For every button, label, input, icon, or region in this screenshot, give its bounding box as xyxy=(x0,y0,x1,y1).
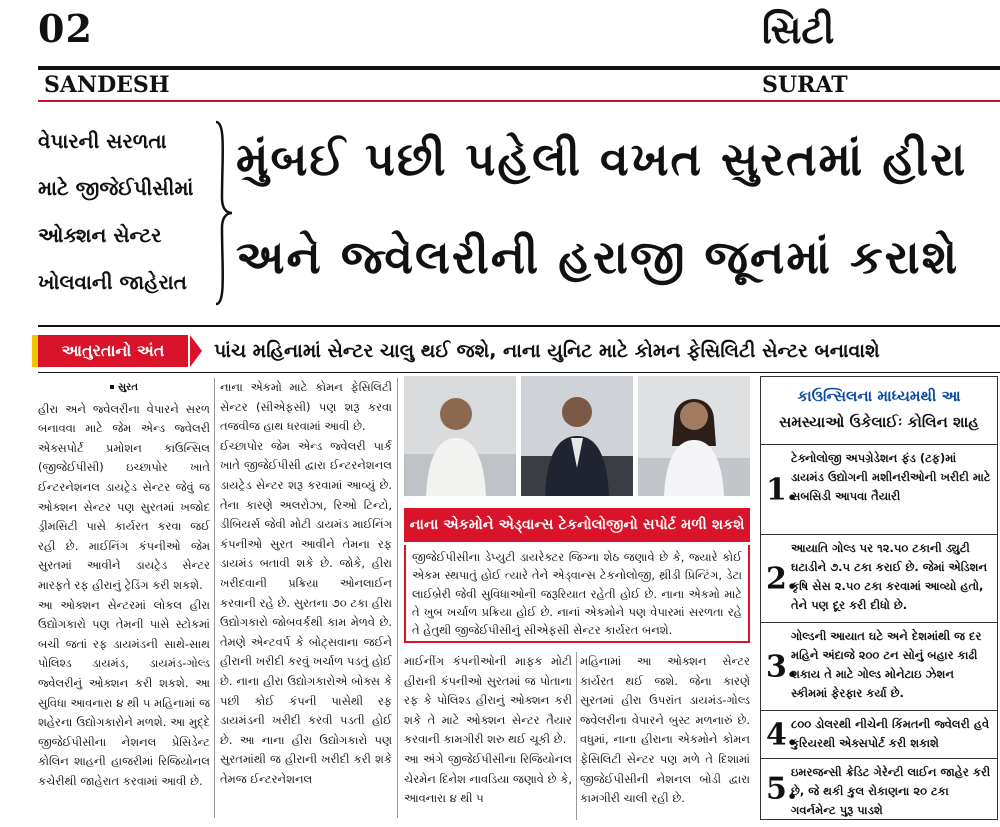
panel-point xyxy=(761,445,997,535)
photo-person-3 xyxy=(638,376,750,496)
photo-caption: નાના એકમોને એડ્વાન્સ ટેકનોલોજીનો સપોર્ટ મળી શકશે xyxy=(404,508,750,542)
article-paragraph: ઈચ્છાપોર જેમ એન્ડ જ્વેલરી પાર્ક ખાતે જીજેઈપીસી દ્વારા ઈન્ટરનેશનલ ડાયટ્રેડ સેન્ટર શરૂ કરવામાં આવ્યું છે. તેના કારણે અલરોઝા, રિઓ ટિન્ટો, ડીબિયર્સ જેવી મોટી ડાયમંડ માઈનિંગ કંપનીઓ સુરત આવીને તેમના રફ ડાયમંડ બતાવી શકે છે. જોકે, હીરા ખરીદવાની પ્રક્રિયા ઓનલાઈન કરવાની રહે છે. સુરતના ૭૦ ટકા હીરા ઉદ્યોગકારો જોબવર્કથી કામ મેળવે છે. તેમણે એન્ટવર્પ કે બોટ્સવાના જઈને હીરાની ખરીદી કરવું ખર્ચાળ પડતું હોઈ છે. નાના હીરા ઉદ્યોગકારોએ બોક્સ કે પછી કોઈ કંપની પાસેથી રફ ડાયમંડની ખરીદી કરવી પડતી હોઈ છે. આ નાના હીરા ઉદ્યોગકારો પણ સુરતમાંથી જ હીરાની ખરીદી કરી શકે તેમજ ઈન્ટરનેશનલ xyxy=(220,438,392,786)
highlights-panel xyxy=(760,376,998,820)
point-number: 4. xyxy=(766,717,798,752)
article-column-3 xyxy=(404,652,572,820)
panel-title xyxy=(761,377,997,445)
caption-box xyxy=(404,545,750,643)
right-brace-icon xyxy=(212,118,234,308)
article-column-1 xyxy=(38,378,210,818)
article-paragraph: આ અંગે જીજેઈપીસીના રિજિયોનલ ચેરમેન દિનેશ નાવડિયા જણાવે છે કે, આવનારા ૪ થી ૫ xyxy=(404,751,572,806)
edition-name: SANDESH xyxy=(44,72,170,98)
panel-title-line-1: કાઉન્સિલના માધ્યમથી આ xyxy=(797,387,961,405)
article-paragraph: મહિનામાં આ ઓક્શન સેન્ટર કાર્યરત થઈ જશે. જેના કારણે સુરતમાં હીરા ઉપરાંત ડાયમંડ-ગોલ્ડ જ્વેલરીના વેપારને બુસ્ટ મળનારું છે. વધુમાં, નાના હીરાના એકમોને કોમન ફેસિલિટી સેન્ટર પણ મળે તે દિશામાં જીજેઈપીસીની નેશનલ બોડી દ્વારા કામગીરી ચાલી રહી છે. xyxy=(580,654,750,806)
article-paragraph: નાના એકમો માટે કોમન ફેસિલિટી સેન્ટર (સીએફસી) પણ શરૂ કરવા તજવીજ હાથ ધરવામાં આવી છે. xyxy=(220,380,392,434)
panel-point xyxy=(761,535,997,623)
edition-city: SURAT xyxy=(762,72,848,98)
masthead-accent-rule xyxy=(38,100,1000,102)
caption-box-text: જીજેઈપીસીના ડેપ્યુટી ડાયરેક્ટર જિગ્ના શેઠ જણાવે છે કે, જ્યારે કોઈ એકમ સ્થપાતું હોઈ ત્યારે તેને એડ્વાન્સ ટેકનોલોજી, થ્રીડી પ્રિન્ટિંગ, ડેટા લાઈબ્રેરી જેવી સુવિધાઓની જરૂરિયાત રહેતી હોઈ છે. નાના એકમો માટે તે ખુબ ખર્ચાળ પ્રક્રિયા હોઈ છે. નાનાં એકમોને પણ વેપારમાં સરળતા રહે તે હેતુથી જીજેઈપીસીનું સીએફસી સેન્ટર કાર્યરત બનશે. xyxy=(412,550,742,638)
point-text: ૮૦૦ ડોલરથી નીચેની કિંમતની જ્વેલરી હવે કુરિયરથી એક્સપોર્ટ કરી શકાશે xyxy=(791,717,990,750)
side-kicker xyxy=(38,118,218,308)
photo-person-2 xyxy=(521,376,633,496)
panel-point xyxy=(761,711,997,759)
headline-line-1: મુંબઈ પછી પહેલી વખત સુરતમાં હીરા xyxy=(236,132,968,186)
article-paragraph: આ ઓક્શન સેન્ટરમાં લોકલ હીરા ઉદ્યોગકારો પણ તેમની પાસે સ્ટોકમાં બચી જતાં રફ ડાયમંડની સાથે-સાથ પોલિશ્ડ ડાયમંડ, ડાયમંડ-ગોલ્ડ જ્વેલરીનું ઓક્શન કરી શકશે. આ સુવિધા આવનારા ૪ થી ૫ મહિનામાં જ શહેરના ઉદ્યોગકારોને મળશે. આ મુદ્દે જીજેઈપીસીના નેશનલ પ્રેસિડેન્ટ કોલિન શાહની હાજરીમાં રિજિયોનલ કચેરીથી જાહેરાત કરવામાં આવી છે. xyxy=(38,597,210,788)
column-divider xyxy=(397,378,398,818)
subhead-bar xyxy=(38,325,1000,373)
point-text: આયાતિ ગોલ્ડ પર ૧૨.૫૦ ટકાની ડ્યુટી ઘટાડીને ૭.૫ ટકા કરાઈ છે. જેમાં એડિશન કૃષિ સેસ ૨.૫૦ ટકા કરવામાં આવ્યો હતો, તેને પણ દૂર કરી દીધો છે. xyxy=(791,541,988,612)
article-column-4 xyxy=(580,652,750,820)
headline-line-2: અને જ્વેલરીની હરાજી જૂનમાં કરાશે xyxy=(236,230,960,284)
point-text: ટેક્નોલોજી અપગ્રેડેશન ફંડ (ટફ)માં ડાયમંડ ઉદ્યોગની મશીનરીઓની ખરીદી માટે સબસિડી આપવા તૈયારી xyxy=(791,451,991,503)
point-text: ઇમરજન્સી ક્રેડિટ ગેરેન્ટી લાઈન જાહેર કરી છે, જે થકી કુલ રોકાણના ૨૦ ટકા ગવર્નમેન્ટ પુરૂ પાડશે xyxy=(791,765,991,817)
column-divider xyxy=(214,378,215,818)
subhead-tag: આતુરતાનો અંત xyxy=(38,335,188,367)
column-divider xyxy=(576,652,577,820)
point-number: 2. xyxy=(766,561,798,596)
panel-point xyxy=(761,623,997,711)
headline xyxy=(236,110,996,315)
photo-strip xyxy=(404,376,750,496)
masthead-rule xyxy=(38,66,1000,70)
point-number: 1. xyxy=(766,472,798,507)
page-number: 02 xyxy=(38,6,93,51)
kicker-line: ખોલવાની જાહેરાત xyxy=(38,270,187,294)
subhead-text: પાંચ મહિનામાં સેન્ટર ચાલુ થઈ જશે, નાના યુનિટ માટે કોમન ફેસિલિટી સેન્ટર બનાવાશે xyxy=(214,340,880,362)
panel-title-line-2: સમસ્યાઓ ઉકેલાઈઃ કોલિન શાહ xyxy=(779,413,979,431)
kicker-line: વેપારની સરળતા xyxy=(38,129,167,153)
dateline: સુરત xyxy=(38,378,210,398)
point-number: 3. xyxy=(766,649,798,684)
point-text: ગોલ્ડની આયાત ઘટે અને દેશમાંથી જ દર મહિને અંદાજે ૨૦૦ ટન સોનું બહાર કાઢી શકાય તે માટે ગોલ્ડ મોનેટાઇ ઝેશન સ્કીમમાં ફેરફાર કર્યા છે. xyxy=(791,629,982,700)
tag-chevron-icon xyxy=(190,335,202,367)
masthead xyxy=(0,0,1000,105)
panel-point xyxy=(761,759,997,819)
kicker-line: ઓક્શન સેન્ટર xyxy=(38,223,162,247)
photo-person-1 xyxy=(404,376,516,496)
article-paragraph: માઈનીંગ કંપનીઓની માફક મોટી હીરાની કંપનીઓ સુરતમાં જ પોતાના રફ કે પોલિશ્ડ હીરાનું ઓક્શન કરી શકે તે માટે ઓક્શન સેન્ટર તૈયાર કરવાની કામગીરી શરુ થઈ ચૂકી છે. xyxy=(404,654,572,747)
article-paragraph: હીરા અને જ્વેલરીના વેપારને સરળ બનાવવા માટે જેમ એન્ડ જ્વેલરી એક્સપોર્ટ પ્રમોશન કાઉન્સિલ (જીજેઈપીસી) ઇચ્છાપોર ખાતે ઈન્ટરનેશનલ ડાયટ્રેડ સેન્ટર જેવું જ ઓક્શન સેન્ટર પણ સુરતમાં ખજોદ ડ્રીમસિટી પાસે કાર્યરત કરવા જઈ રહી છે. માઈનિંગ કંપનીઓ જેમ સુરતમાં આવીને ડાયટ્રેડ સેન્ટર મારફતે રફ હીરાનું ટ્રેડિંગ કરી શકશે. xyxy=(38,401,210,592)
point-number: 5. xyxy=(766,771,798,807)
article-column-2 xyxy=(220,378,392,818)
kicker-line: માટે જીજેઈપીસીમાં xyxy=(38,176,194,200)
section-label: સિટી xyxy=(762,8,835,52)
